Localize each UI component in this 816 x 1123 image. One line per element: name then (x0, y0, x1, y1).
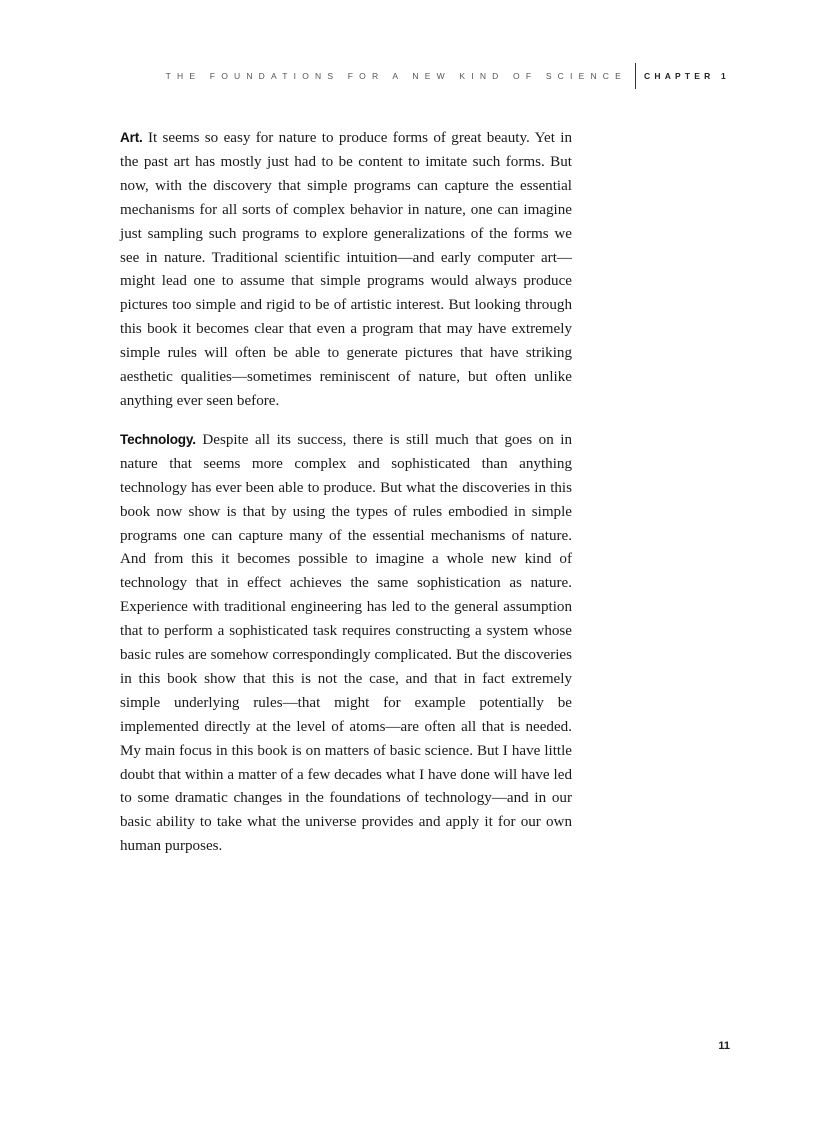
running-title: THE FOUNDATIONS FOR A NEW KIND OF SCIENCE (165, 71, 628, 81)
paragraph-text: It seems so easy for nature to produce forms of great beauty. Yet in the past art has mostly just had to be content to imitate such forms. But now, with the discovery that simple programs can capture the essential mechanisms for all sorts of complex behavior in nature, one can imagine just sampling such programs to explore generalizations of the forms we see in nature. Traditional scientific intuition—and early computer art—might lead one to assume that simple programs would always produce pictures too simple and rigid to be of artistic interest. But looking through this book it becomes clear that even a program that may have extremely simple rules will often be able to generate pictures that have striking aesthetic qualities—sometimes reminiscent of nature, but often unlike anything ever seen before. (120, 130, 572, 409)
header-divider (635, 63, 636, 89)
chapter-label: CHAPTER 1 (644, 71, 730, 81)
paragraph-heading: Art. (120, 130, 143, 145)
running-header (0, 62, 730, 90)
paragraph-technology (120, 428, 572, 859)
paragraph-art (120, 126, 572, 414)
page-number: 11 (718, 1040, 730, 1052)
paragraph-text: Despite all its success, there is still much that goes on in nature that seems more complex and sophisticated than anything technology has ever been able to produce. But what the discoveries in this book now show is that by using the types of rules embodied in simple programs one can capture many of the essential mechanisms of nature. And from this it becomes possible to imagine a whole new kind of technology that in effect achieves the same sophistication as nature. Experience with traditional engineering has led to the general assumption that to perform a sophisticated task requires constructing a system whose basic rules are somehow correspondingly complicated. But the discoveries in this book show that this is not the case, and that in fact extremely simple underlying rules—that might for example potentially be implemented directly at the level of atoms—are often all that is needed. My main focus in this book is on matters of basic science. But I have little doubt that within a matter of a few decades what I have done will have led to some dramatic changes in the foundations of technology—and in our basic ability to take what the universe provides and apply it for our own human purposes. (120, 431, 572, 855)
paragraph-heading: Technology. (120, 431, 196, 447)
body-text (120, 126, 572, 873)
